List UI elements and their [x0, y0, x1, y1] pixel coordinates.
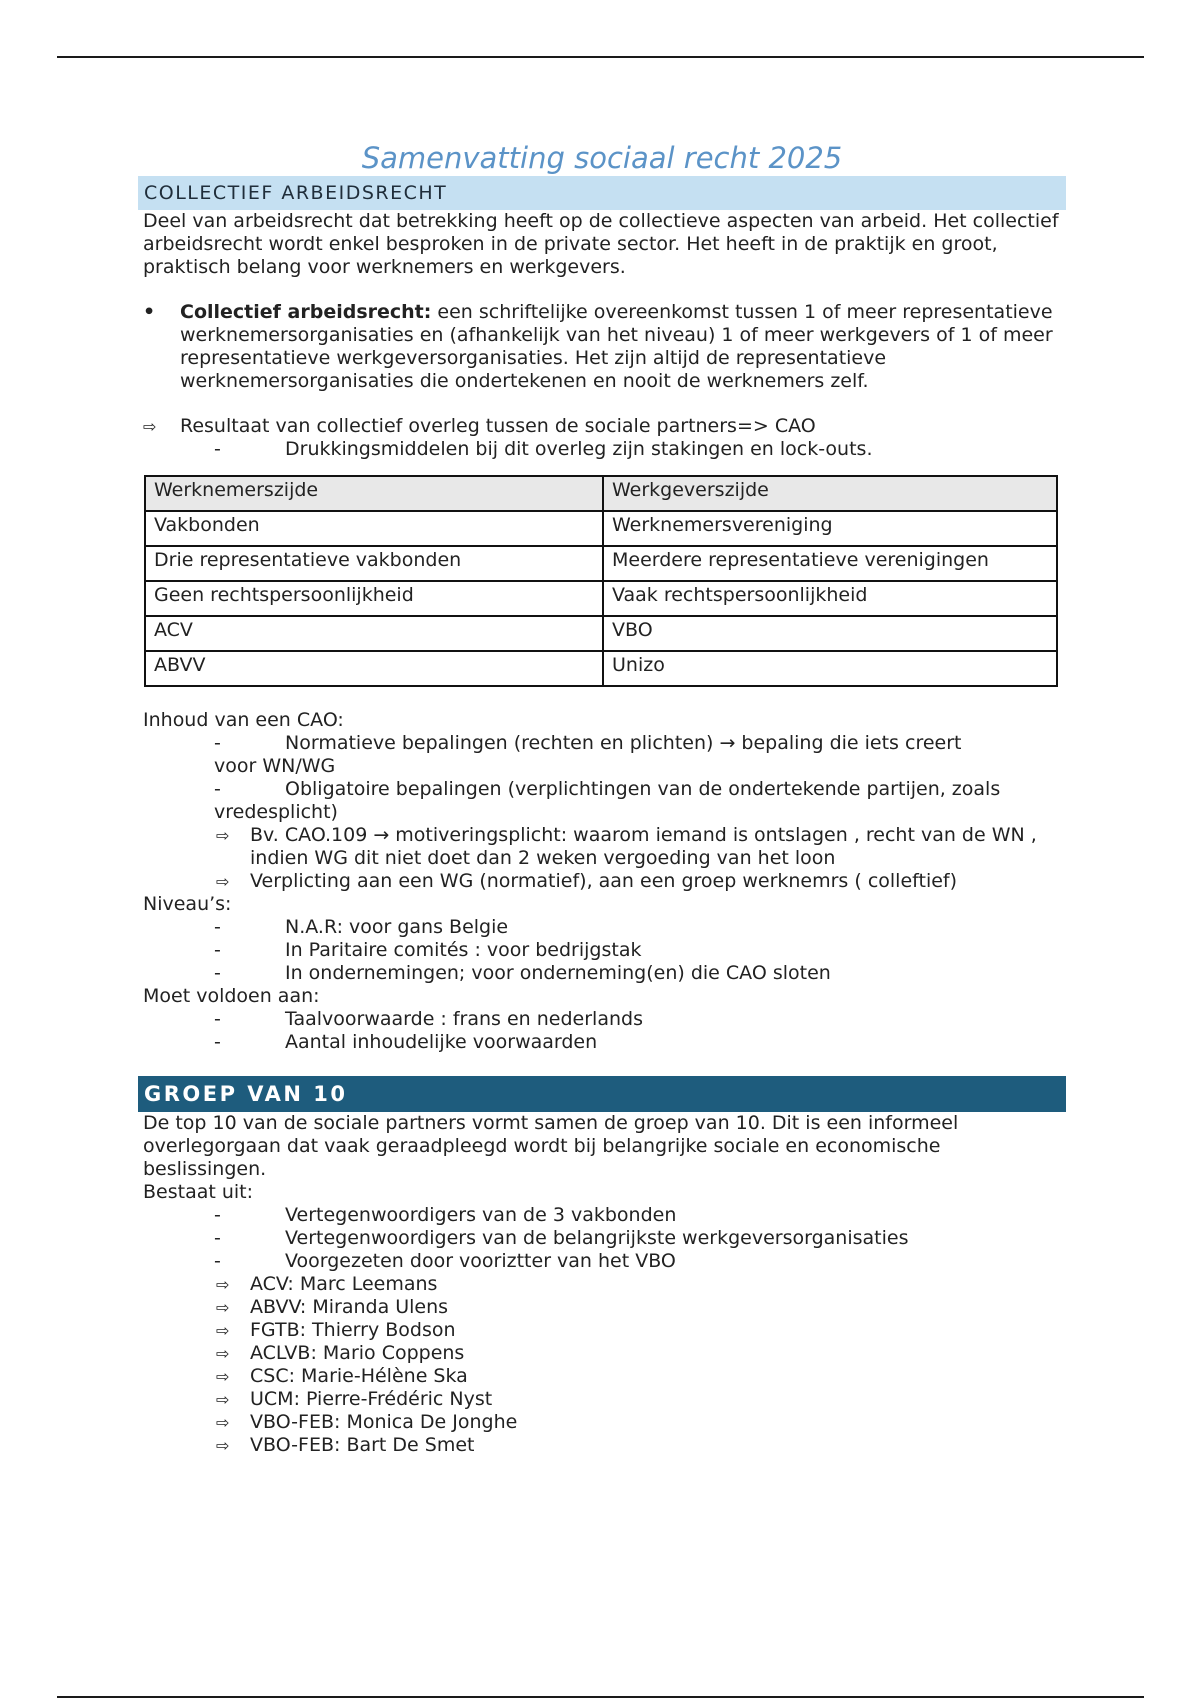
table-row	[145, 511, 1057, 546]
section-heading-groep-van-10: GROEP VAN 10	[138, 1076, 1066, 1112]
member-text: UCM: Pierre-Frédéric Nyst	[250, 1388, 493, 1410]
arrow-icon: ⇨	[216, 1321, 230, 1340]
bullet-icon: •	[143, 301, 156, 323]
level-text: In ondernemingen; voor onderneming(en) die CAO sloten	[285, 962, 831, 984]
level-item	[138, 939, 1066, 962]
table-cell: Meerdere representatieve verenigingen	[603, 546, 1057, 581]
table-row	[145, 581, 1057, 616]
consists-text: Voorgezeten door vooriztter van het VBO	[285, 1250, 676, 1272]
member-item	[138, 1388, 1066, 1411]
arrow-icon: ⇨	[216, 1344, 230, 1363]
dash-marker: -	[214, 438, 221, 460]
requirement-text: Aantal inhoudelijke voorwaarden	[285, 1031, 598, 1053]
member-item	[138, 1296, 1066, 1319]
content-item-first: Obligatoire bepalingen (verplichtingen van de ondertekende partijen, zoals	[285, 778, 1001, 800]
level-text: N.A.R: voor gans Belgie	[285, 916, 509, 938]
section2-intro: De top 10 van de sociale partners vormt samen de groep van 10. Dit is een informeel overlegorgaan dat vaak geraadpleegd wordt bij belangrijke sociale en economische beslissingen.	[143, 1112, 959, 1180]
requirements-label: Moet voldoen aan:	[143, 985, 320, 1007]
table-header-cell: Werknemerszijde	[145, 476, 603, 511]
pressure-text: Drukkingsmiddelen bij dit overleg zijn stakingen en lock-outs.	[285, 438, 873, 460]
dash-marker: -	[214, 1204, 221, 1226]
sides-table	[144, 475, 1058, 687]
content-item	[138, 778, 1066, 824]
table-row	[145, 546, 1057, 581]
definition-bullet	[138, 301, 1066, 393]
top-rule	[57, 56, 1144, 58]
table-cell: ABVV	[145, 651, 603, 686]
content-item	[138, 732, 1066, 778]
arrow-icon: ⇨	[216, 1275, 230, 1294]
content-item-rest: vredesplicht)	[214, 801, 338, 823]
member-item	[138, 1411, 1066, 1434]
level-item	[138, 962, 1066, 985]
table-cell: VBO	[603, 616, 1057, 651]
member-item	[138, 1319, 1066, 1342]
member-text: ABVV: Miranda Ulens	[250, 1296, 449, 1318]
result-arrow-line	[138, 415, 1066, 438]
member-item	[138, 1434, 1066, 1457]
dash-marker: -	[214, 1031, 221, 1053]
arrow-icon: ⇨	[216, 1413, 230, 1432]
content-arrow-text: Verplicting aan een WG (normatief), aan een groep werknemrs ( colleftief)	[250, 870, 958, 892]
consists-label: Bestaat uit:	[143, 1181, 254, 1203]
requirement-item	[138, 1031, 1066, 1054]
bottom-rule	[57, 1696, 1144, 1698]
dash-marker: -	[214, 1227, 221, 1249]
consists-item	[138, 1204, 1066, 1227]
definition-term: Collectief arbeidsrecht:	[180, 301, 432, 323]
result-text: Resultaat van collectief overleg tussen de sociale partners=> CAO	[180, 415, 816, 437]
content-arrow-item	[138, 824, 1066, 870]
arrow-icon: ⇨	[216, 1436, 230, 1455]
dash-marker: -	[214, 916, 221, 938]
requirement-text: Taalvoorwaarde : frans en nederlands	[285, 1008, 643, 1030]
arrow-icon: ⇨	[216, 1298, 230, 1317]
levels-label: Niveau’s:	[143, 893, 232, 915]
consists-item	[138, 1227, 1066, 1250]
content-arrow-item	[138, 870, 1066, 893]
table-row	[145, 651, 1057, 686]
content-item-first: Normatieve bepalingen (rechten en plichten) → bepaling die iets creert	[285, 732, 962, 754]
table-cell: Drie representatieve vakbonden	[145, 546, 603, 581]
member-text: ACLVB: Mario Coppens	[250, 1342, 465, 1364]
arrow-icon: ⇨	[216, 872, 230, 891]
arrow-icon: ⇨	[143, 417, 157, 436]
table-cell: ACV	[145, 616, 603, 651]
consists-text: Vertegenwoordigers van de belangrijkste werkgeversorganisaties	[285, 1227, 909, 1249]
member-text: VBO-FEB: Monica De Jonghe	[250, 1411, 518, 1433]
consists-item	[138, 1250, 1066, 1273]
definition-text: een schriftelijke overeenkomst tussen 1 of meer representatieve werknemersorganisaties en (afhankelijk van het niveau) 1 of meer werkgevers of 1 of meer representatieve werkgeversorganisaties. Het zijn altijd de representatieve werknemersorganisaties die ondertekenen en nooit de werknemers zelf.	[180, 301, 1053, 392]
consists-text: Vertegenwoordigers van de 3 vakbonden	[285, 1204, 677, 1226]
member-text: ACV: Marc Leemans	[250, 1273, 438, 1295]
section1-intro: Deel van arbeidsrecht dat betrekking heeft op de collectieve aspecten van arbeid. Het collectief arbeidsrecht wordt enkel besproken in de private sector. Het heeft in de praktijk en groot, praktisch belang voor werknemers en werkgevers.	[143, 210, 1059, 278]
table-cell: Geen rechtspersoonlijkheid	[145, 581, 603, 616]
content-arrow-text: Bv. CAO.109 → motiveringsplicht: waarom iemand is ontslagen , recht van de WN , indien WG dit niet doet dan 2 weken vergoeding van het loon	[250, 824, 1037, 869]
member-item	[138, 1342, 1066, 1365]
arrow-icon: ⇨	[216, 1367, 230, 1386]
level-item	[138, 916, 1066, 939]
requirement-item	[138, 1008, 1066, 1031]
dash-marker: -	[214, 732, 221, 754]
document-body	[138, 140, 1066, 1457]
dash-marker: -	[214, 1008, 221, 1030]
member-text: CSC: Marie-Hélène Ska	[250, 1365, 468, 1387]
dash-marker: -	[214, 778, 221, 800]
table-header-cell: Werkgeverszijde	[603, 476, 1057, 511]
section-heading-collectief: COLLECTIEF ARBEIDSRECHT	[138, 176, 1066, 210]
document-title: Samenvatting sociaal recht 2025	[361, 141, 843, 175]
table-header-row	[145, 476, 1057, 511]
member-text: VBO-FEB: Bart De Smet	[250, 1434, 475, 1456]
table-cell: Unizo	[603, 651, 1057, 686]
table-row	[145, 616, 1057, 651]
table-cell: Vakbonden	[145, 511, 603, 546]
dash-marker: -	[214, 939, 221, 961]
content-label: Inhoud van een CAO:	[143, 709, 344, 731]
member-item	[138, 1365, 1066, 1388]
member-item	[138, 1273, 1066, 1296]
arrow-icon: ⇨	[216, 1390, 230, 1409]
arrow-icon: ⇨	[216, 826, 230, 845]
table-cell: Vaak rechtspersoonlijkheid	[603, 581, 1057, 616]
dash-marker: -	[214, 1250, 221, 1272]
content-item-rest: voor WN/WG	[214, 755, 336, 777]
dash-marker: -	[214, 962, 221, 984]
pressure-dash-line	[138, 438, 1066, 461]
member-text: FGTB: Thierry Bodson	[250, 1319, 456, 1341]
level-text: In Paritaire comités : voor bedrijgstak	[285, 939, 642, 961]
table-cell: Werknemersvereniging	[603, 511, 1057, 546]
